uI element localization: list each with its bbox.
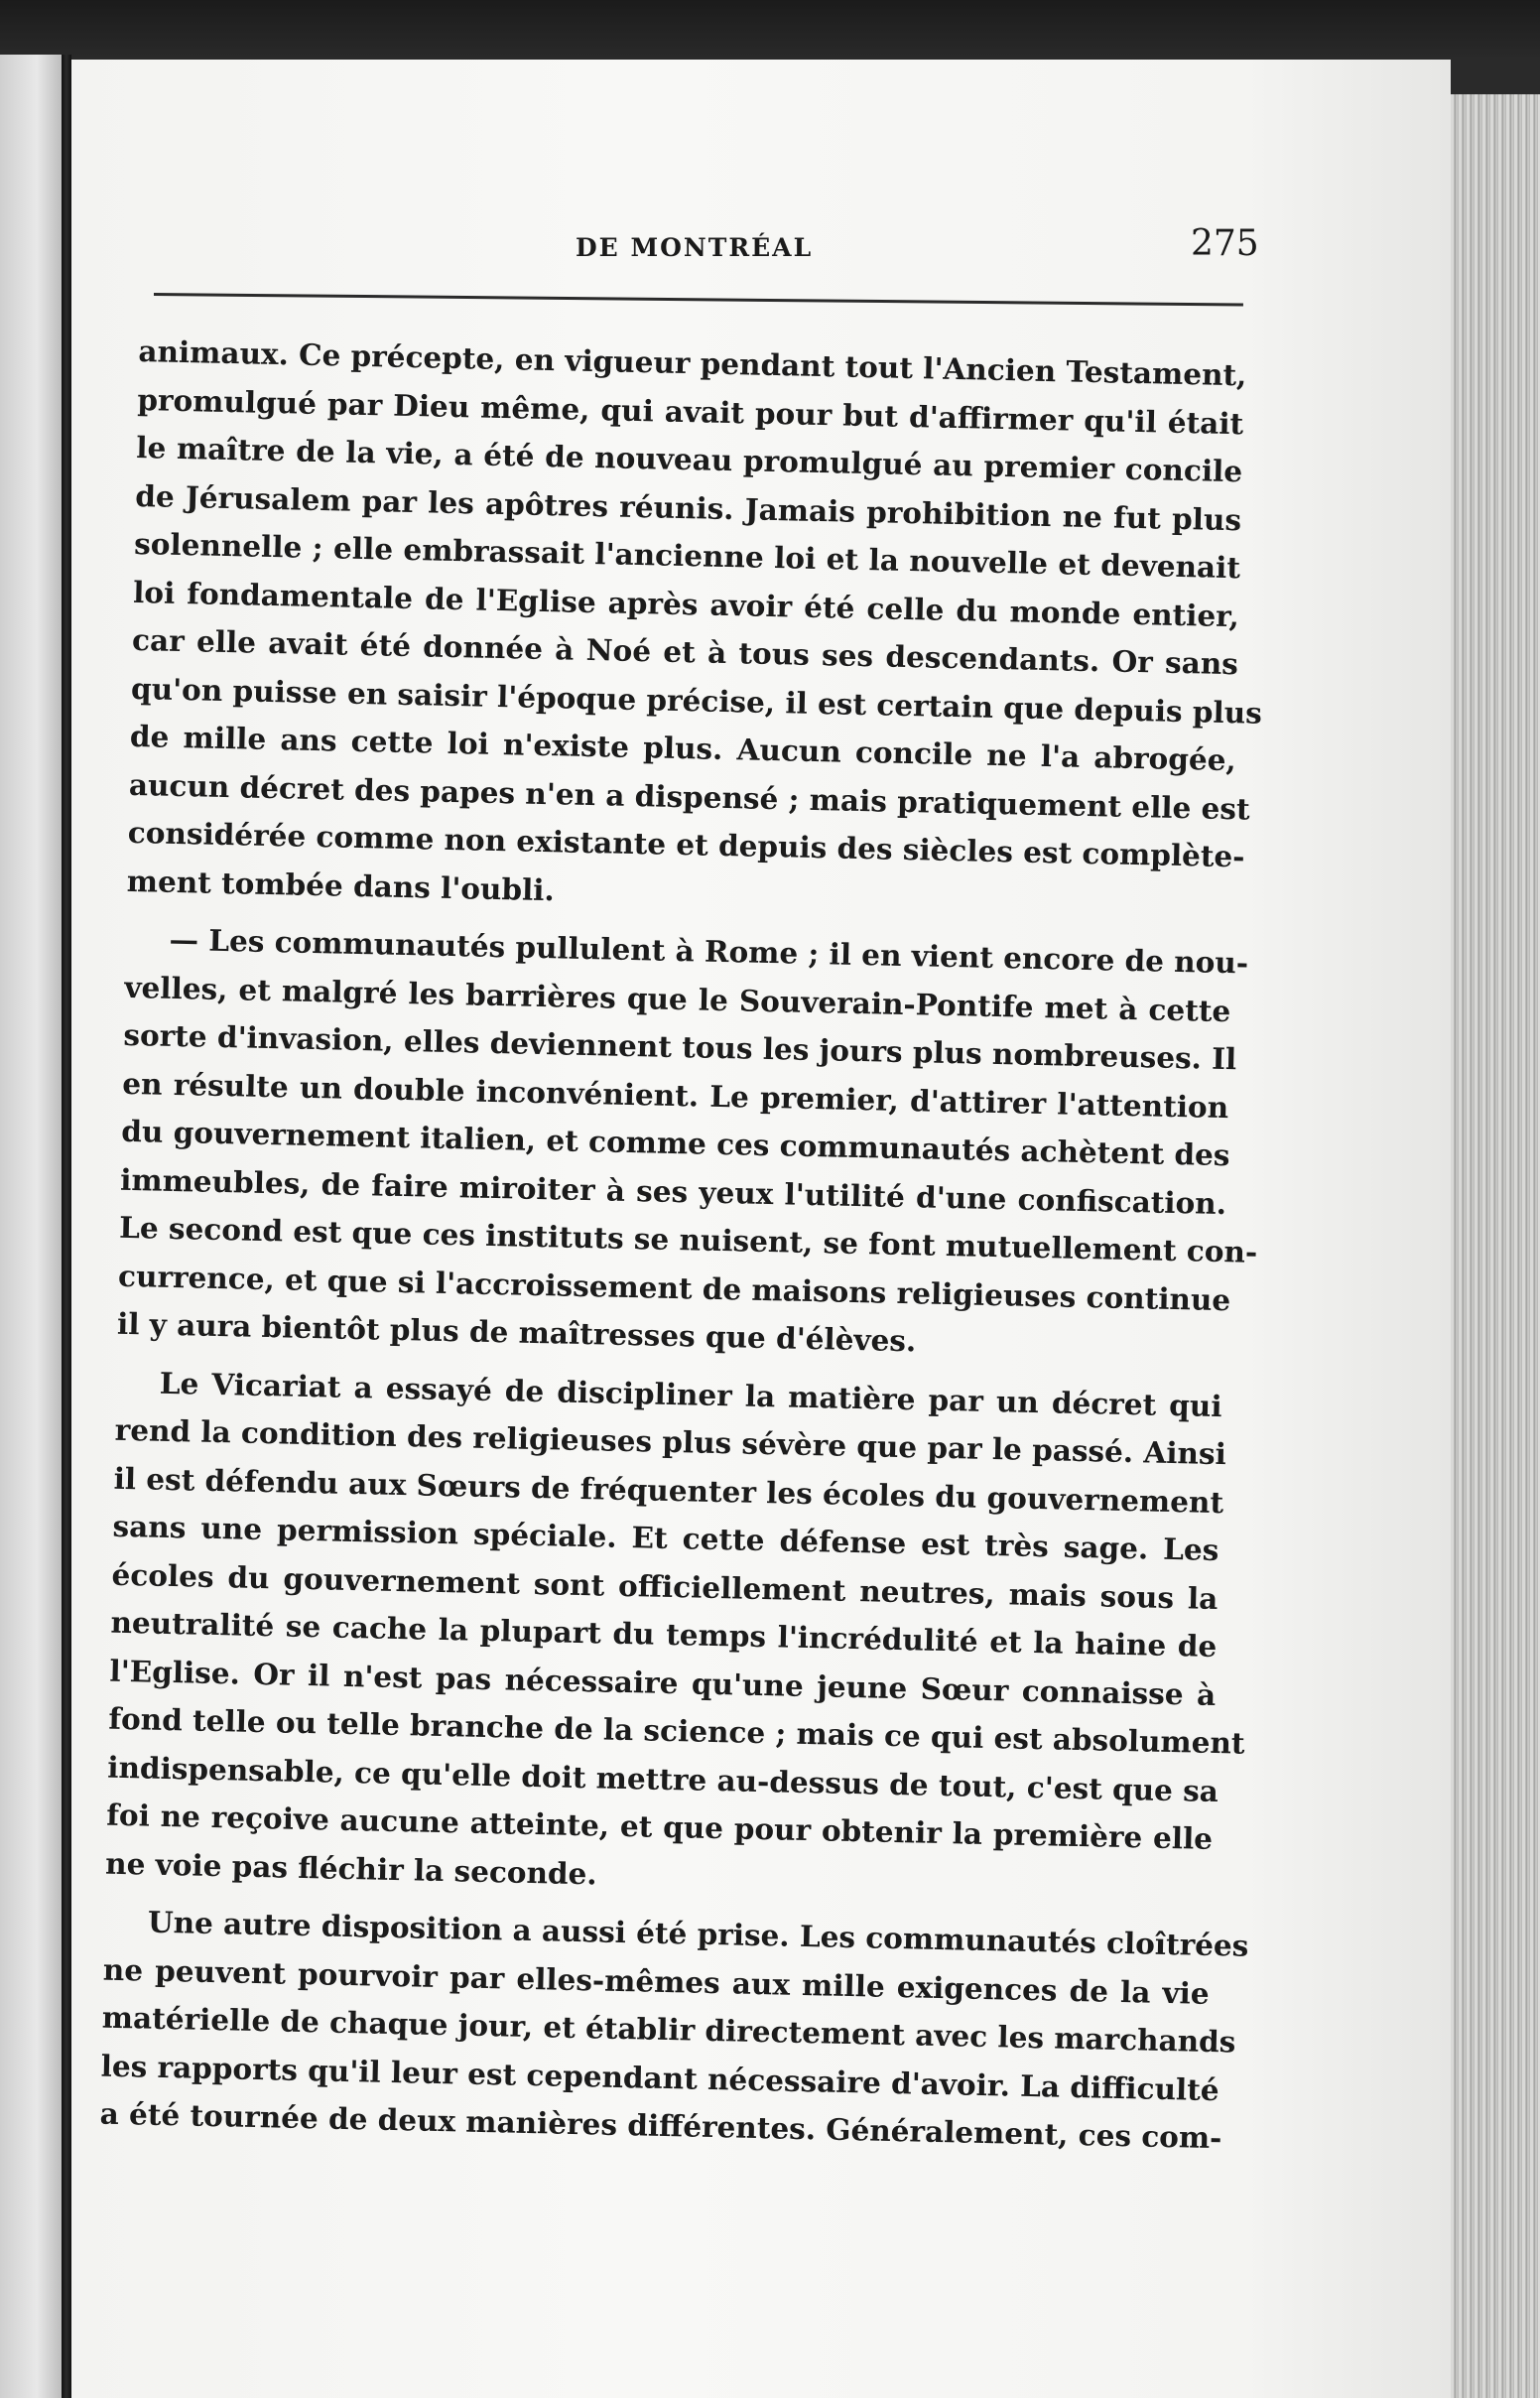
text-line: Une autre disposition a aussi été prise. Les communautés cloîtrées bbox=[147, 1904, 1249, 1963]
text-line: ment tombée dans l'oubli. bbox=[126, 863, 556, 907]
text-line: immeubles, de faire miroiter à ses yeux l'utilité d'une confiscation. bbox=[119, 1161, 1227, 1221]
text-line: car elle avait été donnée à Noé et à tous ses descendants. Or sans bbox=[131, 621, 1239, 682]
text-line: les rapports qu'il leur est cependant nécessaire d'avoir. La difficulté bbox=[100, 2048, 1220, 2107]
page-number: 275 bbox=[1191, 223, 1259, 264]
text-line: velles, et malgré les barrières que le Souverain-Pontife met à cette bbox=[124, 969, 1231, 1028]
text-line: indispensable, ce qu'elle doit mettre au-dessus de tout, c'est que sa bbox=[106, 1749, 1219, 1808]
text-line: a été tournée de deux manières différentes. Généralement, ces com- bbox=[99, 2095, 1222, 2156]
text-line: animaux. Ce précepte, en vigueur pendant tout l'Ancien Testament, bbox=[138, 333, 1247, 393]
text-line: matérielle de chaque jour, et établir directement avec les marchands bbox=[101, 1999, 1236, 2060]
text-line: écoles du gouvernement sont officiellement neutres, mais sous la bbox=[111, 1556, 1219, 1616]
text-line: aucun décret des papes n'en a dispensé ; mais pratiquement elle est bbox=[128, 766, 1250, 827]
facing-page-edge bbox=[0, 55, 62, 2398]
text-line: fond telle ou telle branche de la science ; mais ce qui est absolument bbox=[108, 1700, 1245, 1761]
paragraph bbox=[99, 1898, 1249, 2163]
text-line: sorte d'invasion, elles deviennent tous les jours plus nombreuses. Il bbox=[123, 1016, 1237, 1077]
text-line: solennelle ; elle embrassait l'ancienne loi et la nouvelle et devenait bbox=[133, 525, 1241, 586]
text-line: il est défendu aux Sœurs de fréquenter les écoles du gouvernement bbox=[113, 1460, 1224, 1520]
book-gutter bbox=[62, 55, 71, 2398]
paragraph bbox=[116, 915, 1258, 1373]
text-line: currence, et que si l'accroissement de maisons religieuses continue bbox=[117, 1258, 1231, 1317]
text-line: l'Eglise. Or il n'est pas nécessaire qu'une jeune Sœur connaisse à bbox=[109, 1653, 1217, 1712]
text-line: promulgué par Dieu même, qui avait pour but d'affirmer qu'il était bbox=[137, 381, 1244, 441]
page-stack-edges bbox=[1451, 94, 1540, 2398]
text-line: de mille ans cette loi n'existe plus. Aucun concile ne l'a abrogée, bbox=[129, 718, 1237, 778]
paragraph bbox=[104, 1358, 1245, 1912]
text-line: sans une permission spéciale. Et cette défense est très sage. Les bbox=[112, 1508, 1219, 1568]
text-line: neutralité se cache la plupart du temps l'incrédulité et la haine de bbox=[110, 1604, 1218, 1665]
text-line: — Les communautés pullulent à Rome ; il en vient encore de nou- bbox=[169, 921, 1249, 981]
running-head: DE MONTRÉAL bbox=[576, 233, 814, 262]
text-line: qu'on puisse en saisir l'époque précise, il est certain que depuis plus bbox=[130, 670, 1263, 731]
paragraph bbox=[126, 328, 1263, 929]
text-line: loi fondamentale de l'Eglise après avoir été celle du monde entier, bbox=[132, 574, 1240, 633]
text-line: le maître de la vie, a été de nouveau promulgué au premier concile bbox=[135, 429, 1243, 489]
text-line: de Jérusalem par les apôtres réunis. Jamais prohibition ne fut plus bbox=[134, 477, 1242, 537]
text-line: considérée comme non existante et depuis des siècles est complète- bbox=[127, 814, 1245, 874]
text-line: ne peuvent pourvoir par elles-mêmes aux mille exigences de la vie bbox=[102, 1951, 1211, 2011]
text-line: Le Vicariat a essayé de discipliner la matière par un décret qui bbox=[159, 1365, 1222, 1423]
text-line: ne voie pas fléchir la seconde. bbox=[104, 1845, 598, 1891]
page-header bbox=[149, 223, 1259, 283]
text-line: du gouvernement italien, et comme ces communautés achètent des bbox=[120, 1113, 1230, 1173]
text-line: foi ne reçoive aucune atteinte, et que pour obtenir la première elle bbox=[105, 1797, 1214, 1856]
body-text bbox=[99, 328, 1263, 2162]
text-line: il y aura bientôt plus de maîtresses que d'élèves. bbox=[116, 1305, 917, 1359]
text-line: Le second est que ces instituts se nuisent, se font mutuellement con- bbox=[118, 1209, 1258, 1269]
text-line: en résulte un double inconvénient. Le premier, d'attirer l'attention bbox=[122, 1065, 1229, 1125]
text-line: rend la condition des religieuses plus sévère que par le passé. Ainsi bbox=[114, 1411, 1227, 1472]
